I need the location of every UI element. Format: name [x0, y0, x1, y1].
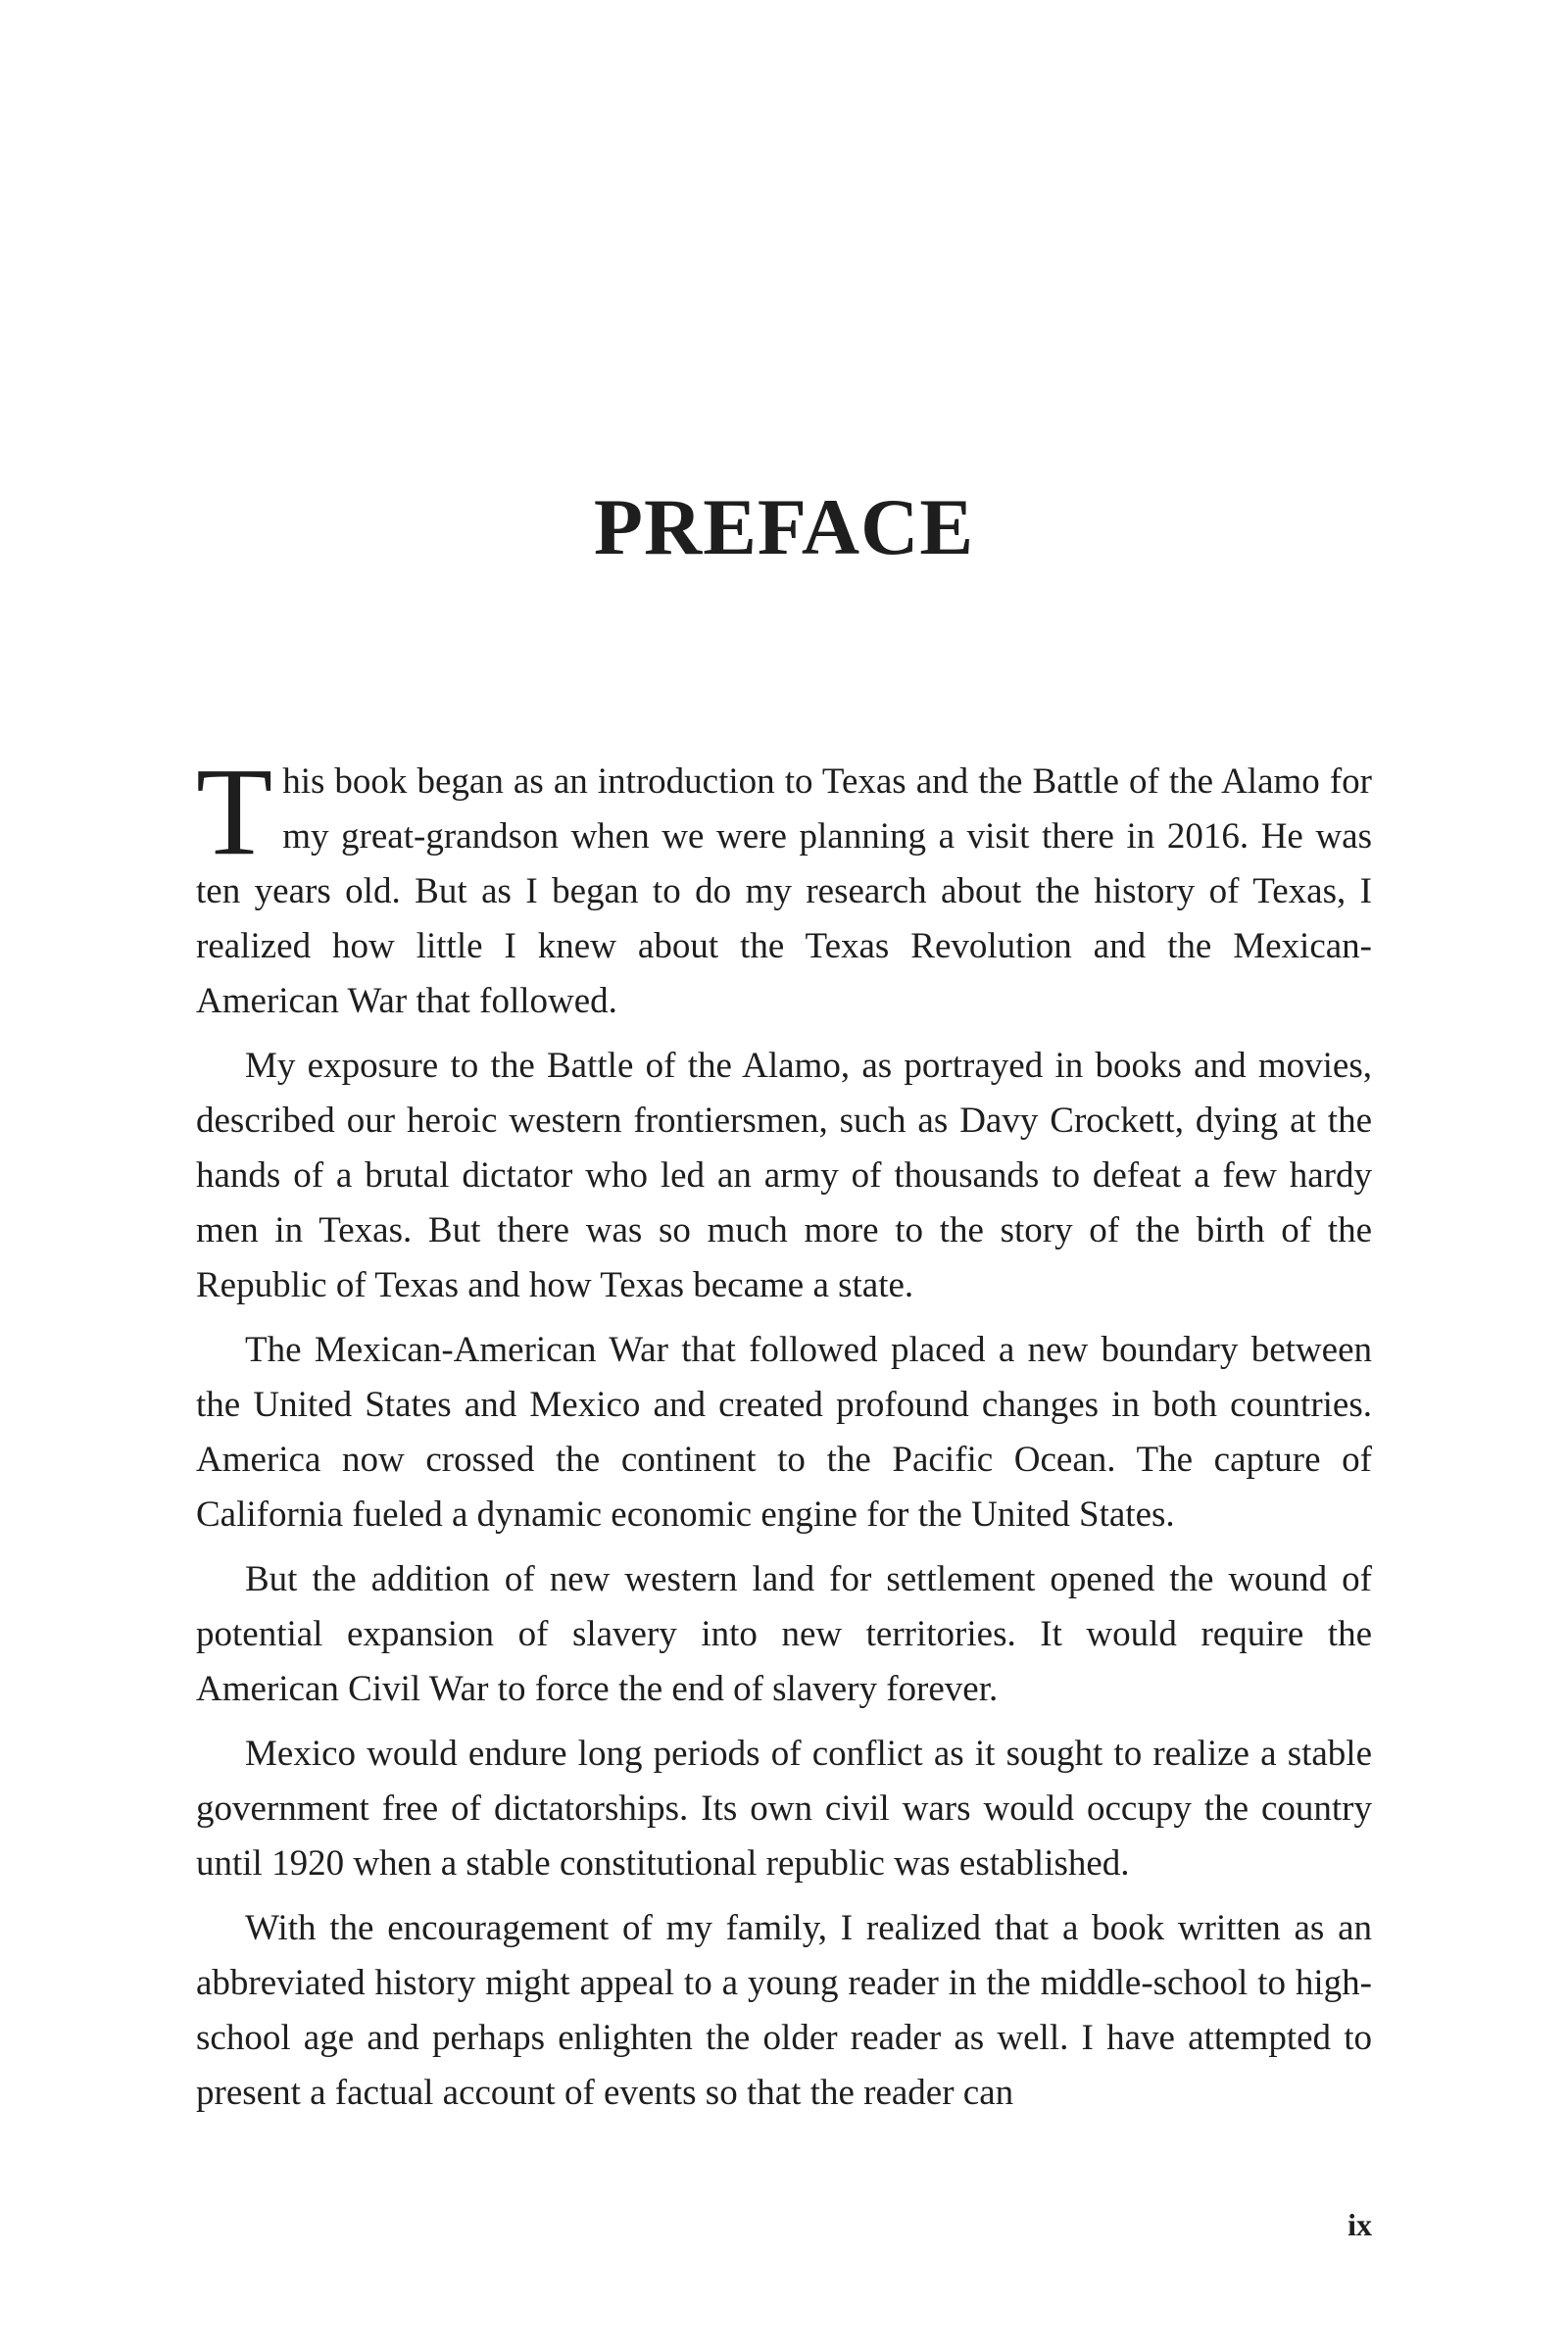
- drop-cap: T: [196, 742, 273, 881]
- chapter-title: PREFACE: [593, 482, 975, 571]
- paragraph-1: [196, 742, 1372, 1029]
- paragraph-4: But the addition of new western land for settlement opened the wound of potential expansion of slavery into new territories. It would require the American Civil War to force the end of slavery forever.: [196, 1559, 1372, 1709]
- paragraph-1-text: his book began as an introduction to Texas and the Battle of the Alamo for my great-grandson when we were planning a visit there in 2016. He was ten years old. But as I began to do my research about the history of Texas, I realized how little I knew about the Texas Revolution and the Mexican-American War that followed.: [196, 761, 1372, 1021]
- paragraph-3: The Mexican-American War that followed placed a new boundary between the United States and Mexico and created profound changes in both countries. America now crossed the continent to the Pacific Ocean. The capture of California fueled a dynamic economic engine for the United States.: [196, 1330, 1372, 1535]
- preface-body: [196, 742, 1372, 2131]
- paragraph-5: Mexico would endure long periods of conflict as it sought to realize a stable government free of dictatorships. Its own civil wars would occupy the country until 1920 when a stable constitutional republic was established.: [196, 1734, 1372, 1884]
- paragraph-2: My exposure to the Battle of the Alamo, as portrayed in books and movies, described our heroic western frontiersmen, such as Davy Crockett, dying at the hands of a brutal dictator who led an army of thousands to defeat a few hardy men in Texas. But there was so much more to the story of the birth of the Republic of Texas and how Texas became a state.: [196, 1046, 1372, 1305]
- page-number: ix: [1348, 2207, 1372, 2242]
- paragraph-6: With the encouragement of my family, I realized that a book written as an abbreviated history might appeal to a young reader in the middle-school to high-school age and perhaps enlighten the older reader as well. I have attempted to present a factual account of events so that the reader can: [196, 1908, 1372, 2113]
